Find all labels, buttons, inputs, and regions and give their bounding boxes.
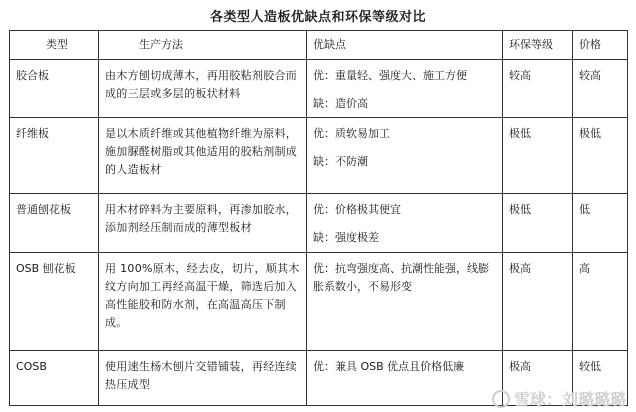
table-row xyxy=(10,253,628,351)
table-row xyxy=(10,60,628,118)
cell-type: 胶合板 xyxy=(10,60,99,118)
cell-pros-cons xyxy=(307,351,503,406)
cell-price: 较低 xyxy=(573,351,628,406)
pro-text: 优：兼具 OSB 优点且价格低廉 xyxy=(313,360,465,373)
cell-type: OSB 刨花板 xyxy=(10,253,99,351)
table-row xyxy=(10,118,628,194)
header-price: 价格 xyxy=(573,31,628,60)
cell-type: 纤维板 xyxy=(10,118,99,194)
cell-price: 较高 xyxy=(573,60,628,118)
watermark xyxy=(492,387,626,410)
cell-eco: 较高 xyxy=(503,60,573,118)
cell-eco: 极高 xyxy=(503,253,573,351)
cell-method: 是以木质纤维或其他植物纤维为原料，施加脲醛树脂或其他适用的胶粘剂制成的人造板材 xyxy=(99,118,307,194)
cell-method: 使用速生杨木刨片交错铺装，再经连续热压成型 xyxy=(99,351,307,406)
cell-type: 普通刨花板 xyxy=(10,194,99,253)
cell-pros-cons xyxy=(307,118,503,194)
table-title: 各类型人造板优缺点和环保等级对比 xyxy=(209,10,426,25)
con-text: 缺：不防潮 xyxy=(313,155,368,168)
cell-pros-cons xyxy=(307,194,503,253)
cell-pros-cons xyxy=(307,60,503,118)
cell-method: 用木材碎料为主要原料，再渗加胶水，添加剂经压制而成的薄型板材 xyxy=(99,194,307,253)
pro-text: 优：质软易加工 xyxy=(313,127,390,140)
cell-method: 用 100%原木，经去皮，切片，顺其木纹方向加工再经高温干燥，筛选后加入高性能胶和防水剂，在高温高压下制成。 xyxy=(99,253,307,351)
cell-price: 高 xyxy=(573,253,628,351)
comparison-table xyxy=(9,30,628,406)
snowball-logo-icon xyxy=(492,390,510,408)
cell-price: 低 xyxy=(573,194,628,253)
cell-pros-cons xyxy=(307,253,503,351)
pro-text: 优：重量轻、强度大、施工方便 xyxy=(313,69,467,82)
header-method: 生产方法 xyxy=(99,31,307,60)
cell-eco: 极低 xyxy=(503,118,573,194)
header-eco: 环保等级 xyxy=(503,31,573,60)
pro-text: 优：价格极其便宜 xyxy=(313,203,401,216)
con-text: 缺：造价高 xyxy=(313,97,368,110)
cell-type: COSB xyxy=(10,351,99,406)
cell-method: 由木方刨切成薄木，再用胶粘剂胶合而成的三层或多层的板状材料 xyxy=(99,60,307,118)
header-pros-cons: 优缺点 xyxy=(307,31,503,60)
con-text: 缺：强度极差 xyxy=(313,231,379,244)
cell-eco: 极低 xyxy=(503,194,573,253)
pro-text: 优：抗弯强度高、抗潮性能强，线膨胀系数小，不易形变 xyxy=(313,262,489,293)
watermark-text: 雪球：刘璐璐璐 xyxy=(513,390,626,409)
cell-price: 极低 xyxy=(573,118,628,194)
header-type: 类型 xyxy=(10,31,99,60)
table-row xyxy=(10,194,628,253)
cell-eco: 极高 xyxy=(503,351,573,406)
header-row xyxy=(10,31,628,60)
